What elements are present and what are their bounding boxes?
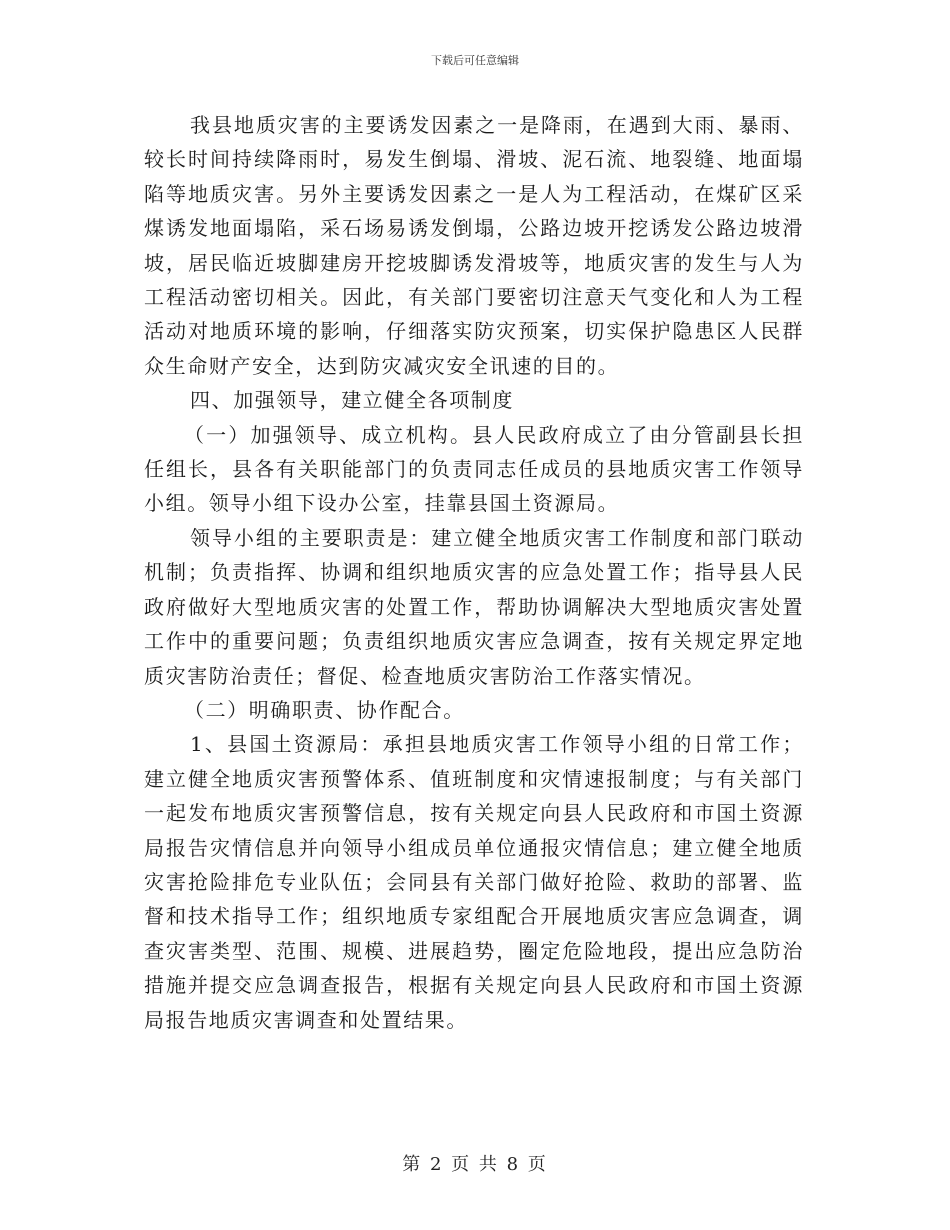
paragraph: （一）加强领导、成立机构。县人民政府成立了由分管副县长担任组长，县各有关职能部门的负责同志任成员的县地质灾害工作领导小组。领导小组下设办公室，挂靠县国土资源局。 <box>144 422 804 516</box>
subsection-heading: （二）明确职责、协作配合。 <box>184 697 465 722</box>
page-header: 下载后可任意编辑 <box>431 54 519 67</box>
paragraph: 1、县国土资源局：承担县地质灾害工作领导小组的日常工作；建立健全地质灾害预警体系、值班制度和灾情速报制度；与有关部门一起发布地质灾害预警信息，按有关规定向县人民政府和市国土资源局报告灾情信息并向领导小组成员单位通报灾情信息；建立健全地质灾害抢险排危专业队伍；会同县有关部门做好抢险、救助的部署、监督和技术指导工作；组织地质专家组配合开展地质灾害应急调查，调查灾害类型、范围、规模、进展趋势，圈定危险地段，提出应急防治措施并提交应急调查报告，根据有关规定向县人民政府和市国土资源局报告地质灾害调查和处置结果。 <box>144 732 804 1032</box>
paragraph: 我县地质灾害的主要诱发因素之一是降雨，在遇到大雨、暴雨、较长时间持续降雨时，易发生倒塌、滑坡、泥石流、地裂缝、地面塌陷等地质灾害。另外主要诱发因素之一是人为工程活动，在煤矿区采煤诱发地面塌陷，采石场易诱发倒塌，公路边坡开挖诱发公路边坡滑坡，居民临近坡脚建房开挖坡脚诱发滑坡等，地质灾害的发生与人为工程活动密切相关。因此，有关部门要密切注意天气变化和人为工程活动对地质环境的影响，仔细落实防灾预案，切实保护隐患区人民群众生命财产安全，达到防灾减灾安全讯速的目的。 <box>144 113 804 378</box>
paragraph: 领导小组的主要职责是：建立健全地质灾害工作制度和部门联动机制；负责指挥、协调和组织地质灾害的应急处置工作；指导县人民政府做好大型地质灾害的处置工作，帮助协调解决大型地质灾害处置工作中的重要问题；负责组织地质灾害应急调查，按有关规定界定地质灾害防治责任；督促、检查地质灾害防治工作落实情况。 <box>144 525 804 688</box>
document-body <box>144 108 804 1037</box>
section-heading: 四、加强领导，建立健全各项制度 <box>190 388 514 413</box>
page-footer: 第 2 页 共 8 页 <box>402 1154 548 1175</box>
